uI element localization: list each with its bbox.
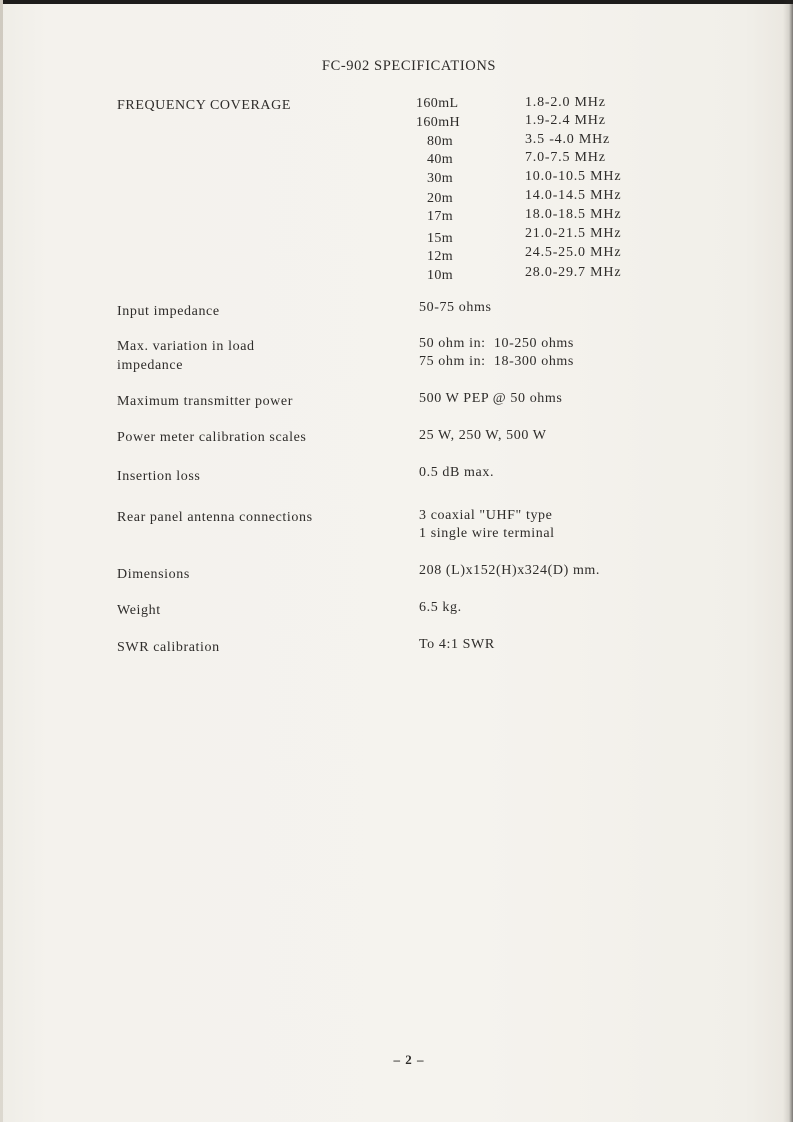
insertion-loss-value: 0.5 dB max. — [419, 465, 495, 480]
page-number: – 2 – — [393, 1052, 425, 1067]
antenna-connections-value-line1: 3 coaxial "UHF" type — [419, 508, 553, 523]
band-name: 160mH — [416, 115, 460, 130]
input-impedance-value: 50-75 ohms — [419, 300, 492, 315]
load-variation-value-line1: 50 ohm in: 10-250 ohms — [419, 336, 574, 351]
band-range: 1.8-2.0 MHz — [525, 95, 606, 110]
band-range: 7.0-7.5 MHz — [525, 150, 606, 165]
band-range: 24.5-25.0 MHz — [525, 245, 622, 260]
antenna-connections-value-line2: 1 single wire terminal — [419, 526, 555, 541]
band-name: 10m — [427, 268, 454, 283]
band-range: 28.0-29.7 MHz — [525, 265, 622, 280]
load-variation-label-line1: Max. variation in load — [117, 339, 255, 354]
band-name: 80m — [427, 134, 454, 149]
band-range: 14.0-14.5 MHz — [525, 188, 622, 203]
load-variation-value-line2: 75 ohm in: 18-300 ohms — [419, 354, 574, 369]
scan-left-edge — [0, 0, 3, 1122]
band-name: 20m — [427, 191, 454, 206]
meter-scales-label: Power meter calibration scales — [117, 430, 307, 445]
max-power-label: Maximum transmitter power — [117, 394, 293, 409]
band-name: 160mL — [416, 96, 459, 111]
swr-calibration-label: SWR calibration — [117, 640, 220, 655]
insertion-loss-label: Insertion loss — [117, 469, 201, 484]
band-range: 10.0-10.5 MHz — [525, 169, 622, 184]
input-impedance-label: Input impedance — [117, 304, 220, 319]
scan-right-edge — [783, 0, 793, 1122]
band-range: 18.0-18.5 MHz — [525, 207, 622, 222]
swr-calibration-value: To 4:1 SWR — [419, 637, 495, 652]
dimensions-label: Dimensions — [117, 567, 190, 582]
band-name: 12m — [427, 249, 454, 264]
band-name: 15m — [427, 231, 454, 246]
band-name: 40m — [427, 152, 454, 167]
band-range: 3.5 -4.0 MHz — [525, 132, 611, 147]
band-range: 1.9-2.4 MHz — [525, 113, 606, 128]
weight-value: 6.5 kg. — [419, 600, 462, 615]
antenna-connections-label: Rear panel antenna connections — [117, 510, 313, 525]
meter-scales-value: 25 W, 250 W, 500 W — [419, 428, 547, 443]
band-name: 30m — [427, 171, 454, 186]
frequency-coverage-label: FREQUENCY COVERAGE — [117, 98, 292, 113]
load-variation-label-line2: impedance — [117, 358, 184, 373]
weight-label: Weight — [117, 603, 161, 618]
scan-top-edge — [0, 0, 793, 4]
band-range: 21.0-21.5 MHz — [525, 226, 622, 241]
band-name: 17m — [427, 209, 454, 224]
page-title: FC-902 SPECIFICATIONS — [321, 58, 497, 74]
max-power-value: 500 W PEP @ 50 ohms — [419, 391, 563, 406]
dimensions-value: 208 (L)x152(H)x324(D) mm. — [419, 563, 601, 578]
